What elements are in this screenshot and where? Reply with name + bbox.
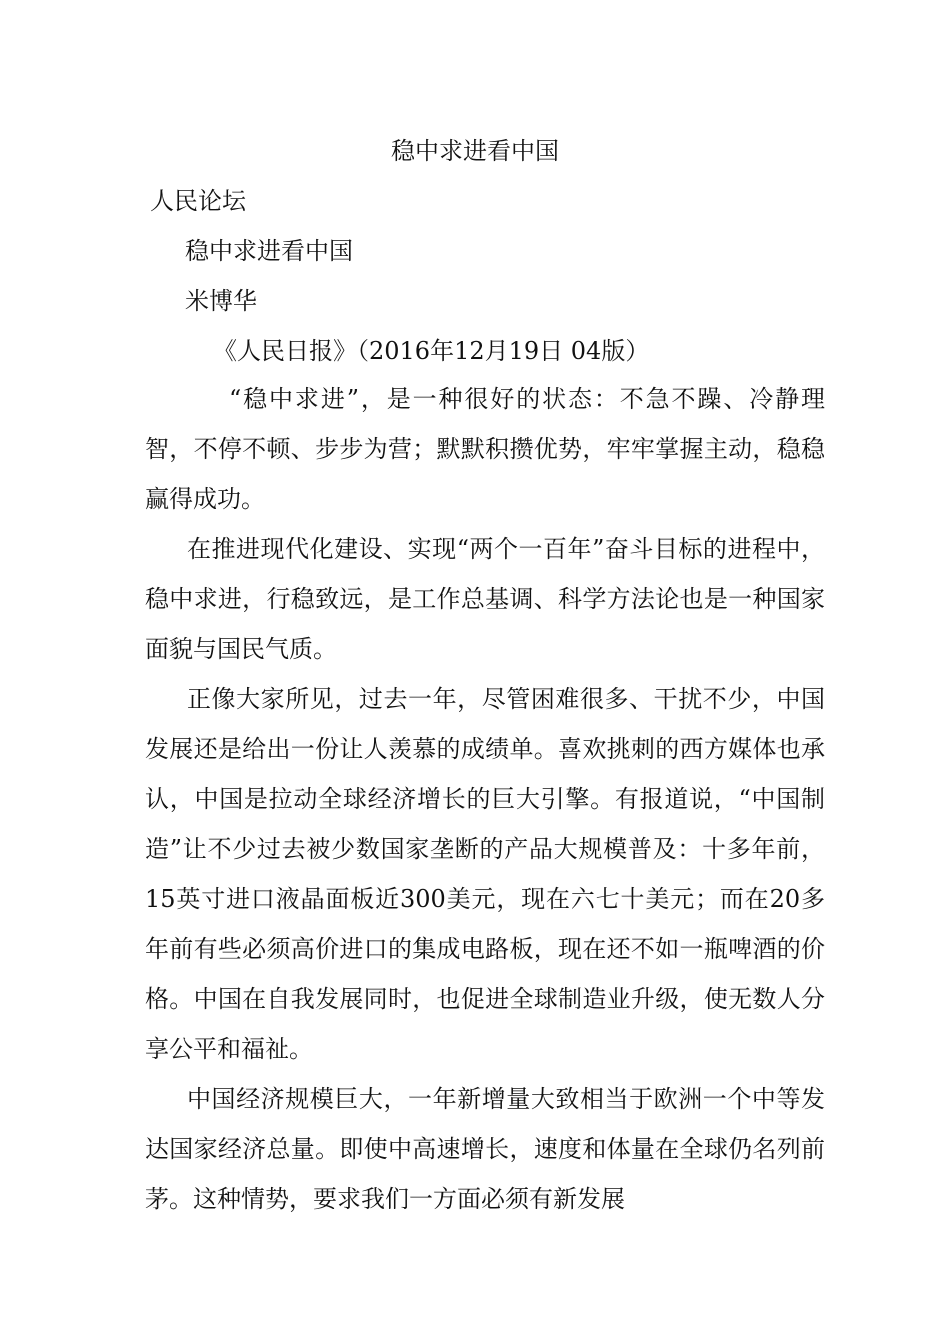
column-name: 人民论坛 bbox=[150, 187, 246, 215]
paragraph: 中国经济规模巨大，一年新增量大致相当于欧洲一个中等发达国家经济总量。即使中高速增长，速度和体量在全球仍名列前茅。这种情势，要求我们一方面必须有新发展 bbox=[145, 1085, 825, 1213]
author-name: 米博华 bbox=[185, 287, 257, 315]
document-title: 稳中求进看中国 bbox=[391, 137, 559, 165]
article-body bbox=[145, 374, 825, 1224]
paragraph: 在推进现代化建设、实现“两个一百年”奋斗目标的进程中，稳中求进，行稳致远，是工作总基调、科学方法论也是一种国家面貌与国民气质。 bbox=[145, 535, 825, 663]
paragraph: “稳中求进”，是一种很好的状态：不急不躁、冷静理智，不停不顿、步步为营；默默积攒优势，牢牢掌握主动，稳稳赢得成功。 bbox=[145, 385, 825, 513]
paragraph: 正像大家所见，过去一年，尽管困难很多、干扰不少，中国发展还是给出一份让人羡慕的成绩单。喜欢挑刺的西方媒体也承认，中国是拉动全球经济增长的巨大引擎。有报道说，“中国制造”让不少过去被少数国家垄断的产品大规模普及：十多年前，15英寸进口液晶面板近300美元，现在六七十美元；而在20多年前有些必须高价进口的集成电路板，现在还不如一瓶啤酒的价格。中国在自我发展同时，也促进全球制造业升级，使无数人分享公平和福祉。 bbox=[145, 685, 825, 1063]
article-subtitle: 稳中求进看中国 bbox=[185, 237, 353, 265]
source-line: 《人民日报》（2016年12月19日 04版） bbox=[213, 337, 650, 365]
